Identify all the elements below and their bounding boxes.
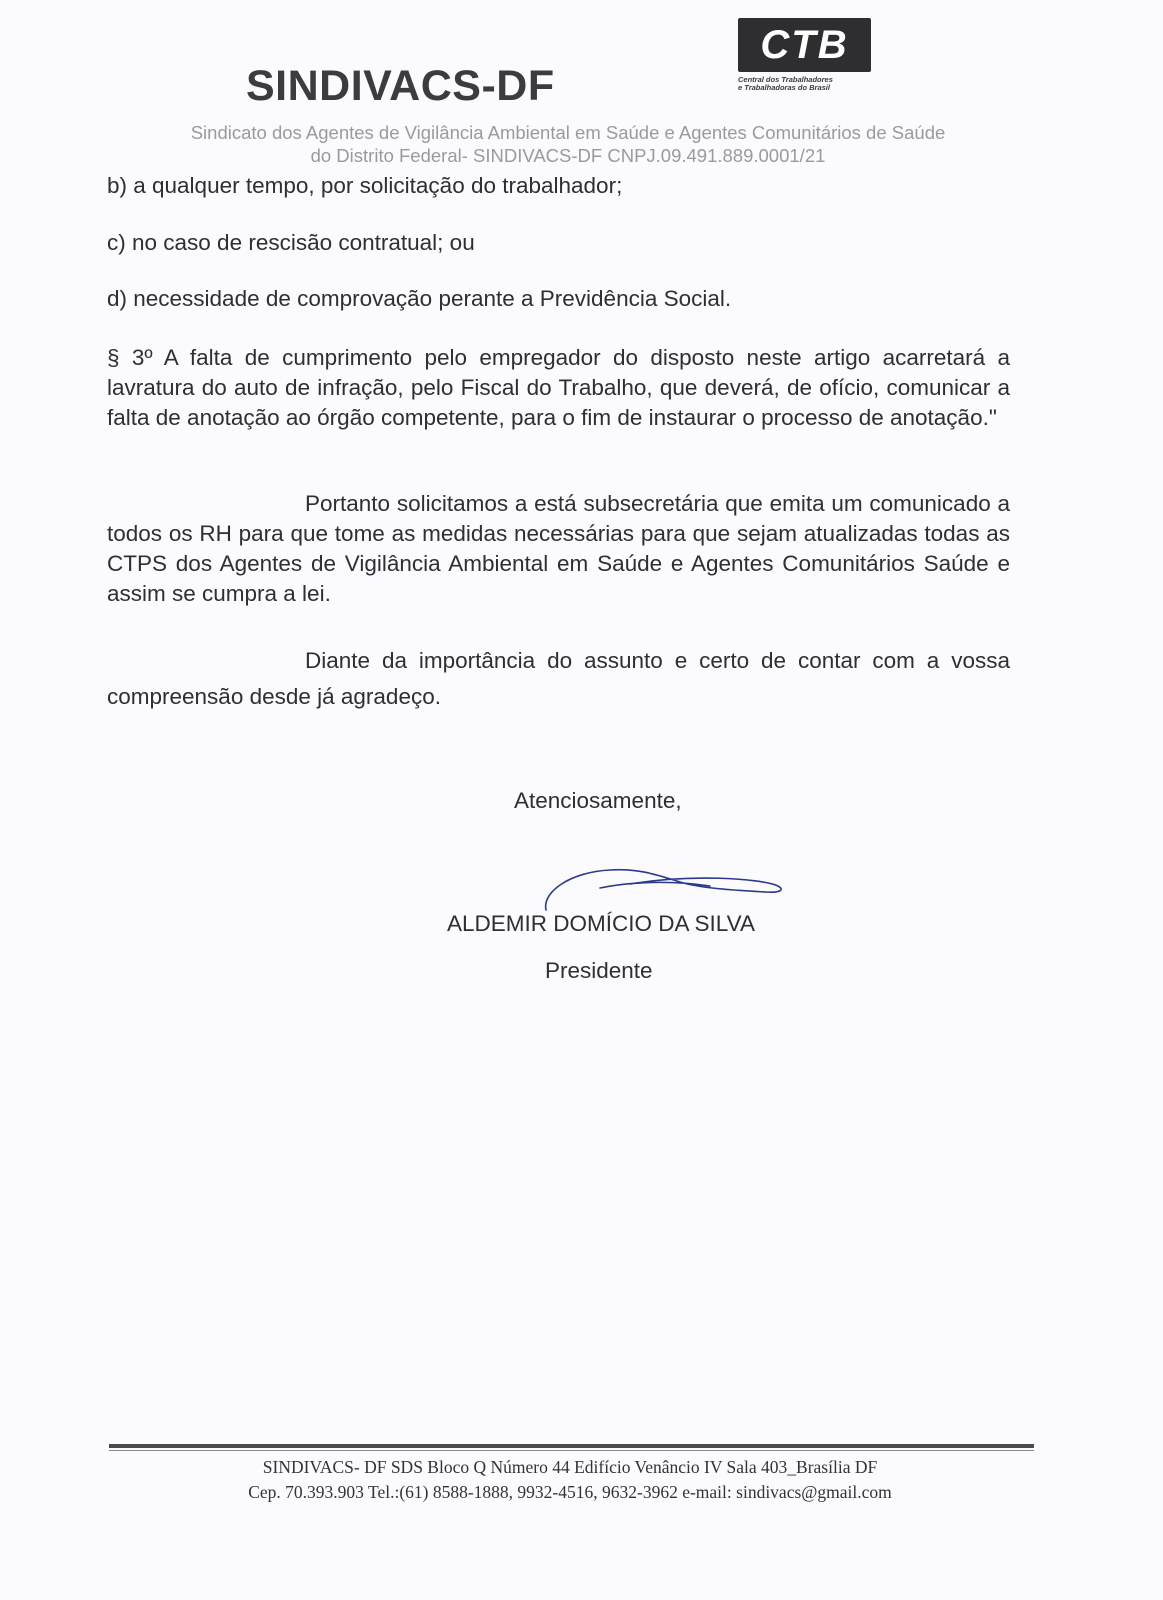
paragraph-section-3: § 3º A falta de cumprimento pelo empregador do disposto neste artigo acarretará a lavratura do auto de infração, pelo Fiscal do Trabalho, que deverá, de ofício, comunicar a falta de anotação ao órgão competente, para o fim de instaurar o processo de anotação." <box>107 345 1010 430</box>
ctb-logo-tagline <box>738 76 873 92</box>
list-item-c: c) no caso de rescisão contratual; ou <box>107 230 475 255</box>
closing-paragraph: Diante da importância do assunto e certo de contar com a vossa compreensão desde já agradeço. <box>107 648 1010 709</box>
list-item-d: d) necessidade de comprovação perante a Previdência Social. <box>107 286 732 311</box>
signer-title: Presidente <box>545 958 653 983</box>
ctb-tagline-line1: Central dos Trabalhadores <box>738 75 833 84</box>
salutation: Atenciosamente, <box>514 788 682 813</box>
organization-subtitle <box>100 121 1036 167</box>
footer-line-2: Cep. 70.393.903 Tel.:(61) 8588-1888, 9932-4516, 9632-3962 e-mail: sindivacs@gmail.com <box>248 1482 892 1502</box>
footer-divider <box>109 1444 1034 1448</box>
subtitle-line-2: do Distrito Federal- SINDIVACS-DF CNPJ.09.491.889.0001/21 <box>310 145 826 166</box>
subtitle-line-1: Sindicato dos Agentes de Vigilância Ambiental em Saúde e Agentes Comunitários de Saúde <box>190 122 946 143</box>
request-paragraph: Portanto solicitamos a está subsecretária que emita um comunicado a todos os RH para que tome as medidas necessárias para que sejam atualizadas todas as CTPS dos Agentes de Vigilância Ambiental em Saúde e Agentes Comunitários Saúde e assim se cumpra a lei. <box>107 491 1010 606</box>
ctb-tagline-line2: e Trabalhadoras do Brasil <box>738 83 830 92</box>
signer-name: ALDEMIR DOMÍCIO DA SILVA <box>447 911 755 936</box>
footer-line-1: SINDIVACS- DF SDS Bloco Q Número 44 Edifício Venâncio IV Sala 403_Brasília DF <box>262 1457 878 1477</box>
ctb-logo <box>738 18 873 98</box>
list-item-b: b) a qualquer tempo, por solicitação do trabalhador; <box>107 173 623 198</box>
footer-address <box>100 1455 1040 1505</box>
ctb-logo-text: CTB <box>760 23 849 67</box>
footer-divider-thin <box>109 1450 1034 1451</box>
organization-title: SINDIVACS-DF <box>246 62 555 110</box>
